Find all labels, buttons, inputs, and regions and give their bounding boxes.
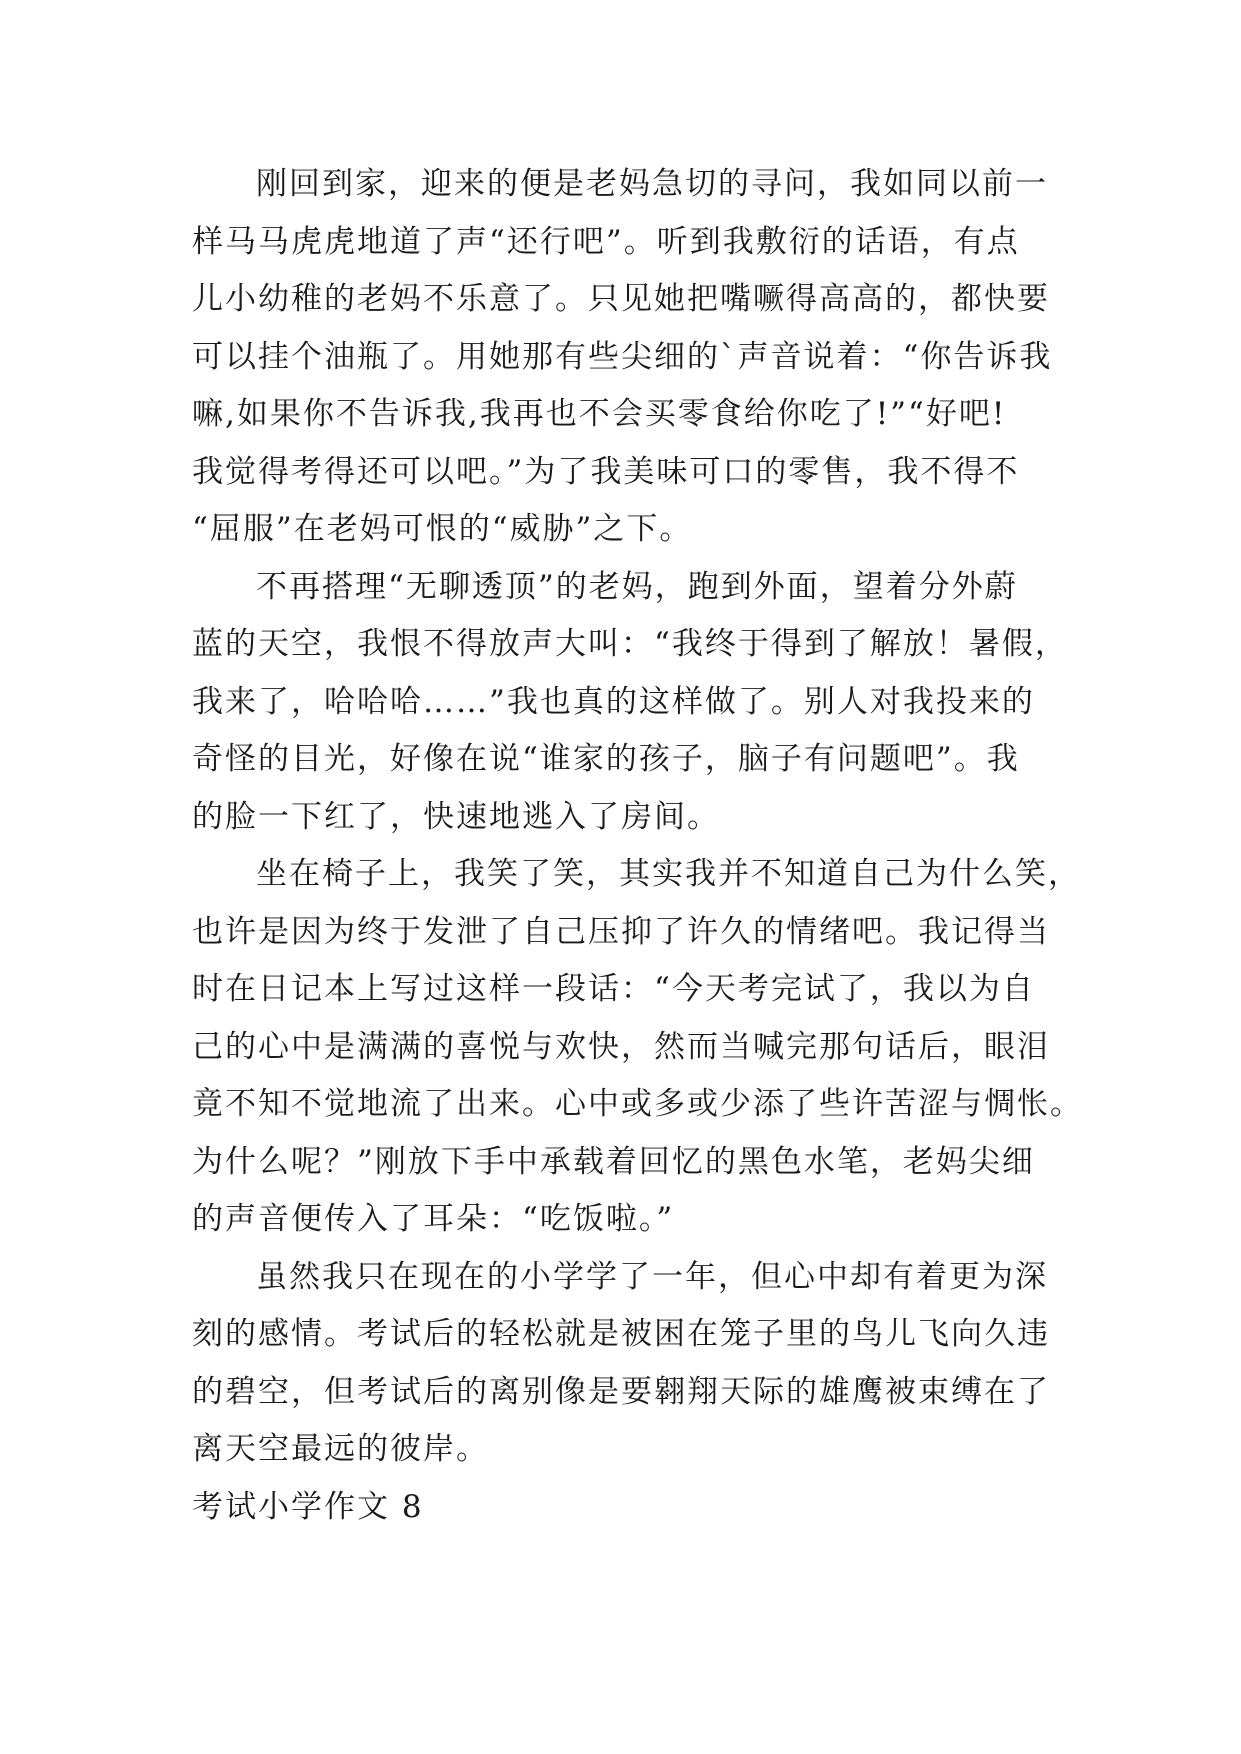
text-line: 蓝的天空，我恨不得放声大叫：“我终于得到了解放！暑假， xyxy=(192,626,1068,662)
text-line: 时在日记本上写过这样一段话：“今天考完试了，我以为自 xyxy=(192,971,1035,1007)
text-line: 样马马虎虎地道了声“还行吧”。听到我敷衍的话语，有点 xyxy=(192,223,1020,260)
text-line: 刚回到家，迎来的便是老妈急切的寻问，我如同以前一 xyxy=(256,166,1048,202)
text-line: “屈服”在老妈可恨的“威胁”之下。 xyxy=(192,511,693,547)
text-line: 离天空最远的彼岸。 xyxy=(192,1431,489,1467)
paragraph-1 xyxy=(192,156,1052,559)
text-line: 的声音便传入了耳朵：“吃饭啦。” xyxy=(192,1201,675,1237)
text-line: 为什么呢？”刚放下手中承载着回忆的黑色水笔，老妈尖细 xyxy=(192,1143,1035,1180)
text-line: 的脸一下红了，快速地逃入了房间。 xyxy=(192,798,720,835)
text-line: 不再搭理“无聊透顶”的老妈，跑到外面，望着分外蔚 xyxy=(256,568,1018,605)
essay-body xyxy=(192,156,1083,1536)
text-line: 我觉得考得还可以吧。”为了我美味可口的零售，我不得不 xyxy=(192,453,1020,490)
text-line: 儿小幼稚的老妈不乐意了。只见她把嘴噘得高高的，都快要 xyxy=(192,281,1050,317)
text-line: 可以挂个油瓶了。用她那有些尖细的`声音说着：“你告诉我 xyxy=(192,338,1053,375)
text-line: 竟不知不觉地流了出来。心中或多或少添了些许苦涩与惆怅。 xyxy=(192,1086,1083,1122)
text-line: 的碧空，但考试后的离别像是要翱翔天际的雄鹰被束缚在了 xyxy=(192,1373,1050,1410)
text-line: 虽然我只在现在的小学学了一年，但心中却有着更为深 xyxy=(256,1258,1048,1295)
text-line: 我来了，哈哈哈……”我也真的这样做了。别人对我投来的 xyxy=(192,683,1035,720)
section-heading: 考试小学作文 8 xyxy=(192,1488,424,1525)
paragraph-4 xyxy=(192,1249,1052,1479)
text-line: 奇怪的目光，好像在说“谁家的孩子，脑子有问题吧”。我 xyxy=(192,741,1020,777)
text-line: 己的心中是满满的喜悦与欢快，然而当喊完那句话后，眼泪 xyxy=(192,1028,1050,1065)
text-line: 刻的感情。考试后的轻松就是被困在笼子里的鸟儿飞向久违 xyxy=(192,1316,1050,1352)
paragraph-3 xyxy=(192,846,1083,1249)
text-line: 也许是因为终于发泄了自己压抑了许久的情绪吧。我记得当 xyxy=(192,913,1050,950)
paragraph-2 xyxy=(192,559,1068,847)
text-line: 坐在椅子上，我笑了笑，其实我并不知道自己为什么笑， xyxy=(256,856,1081,892)
text-line: 嘛,如果你不告诉我,我再也不会买零食给你吃了!”“好吧! xyxy=(192,396,1007,432)
